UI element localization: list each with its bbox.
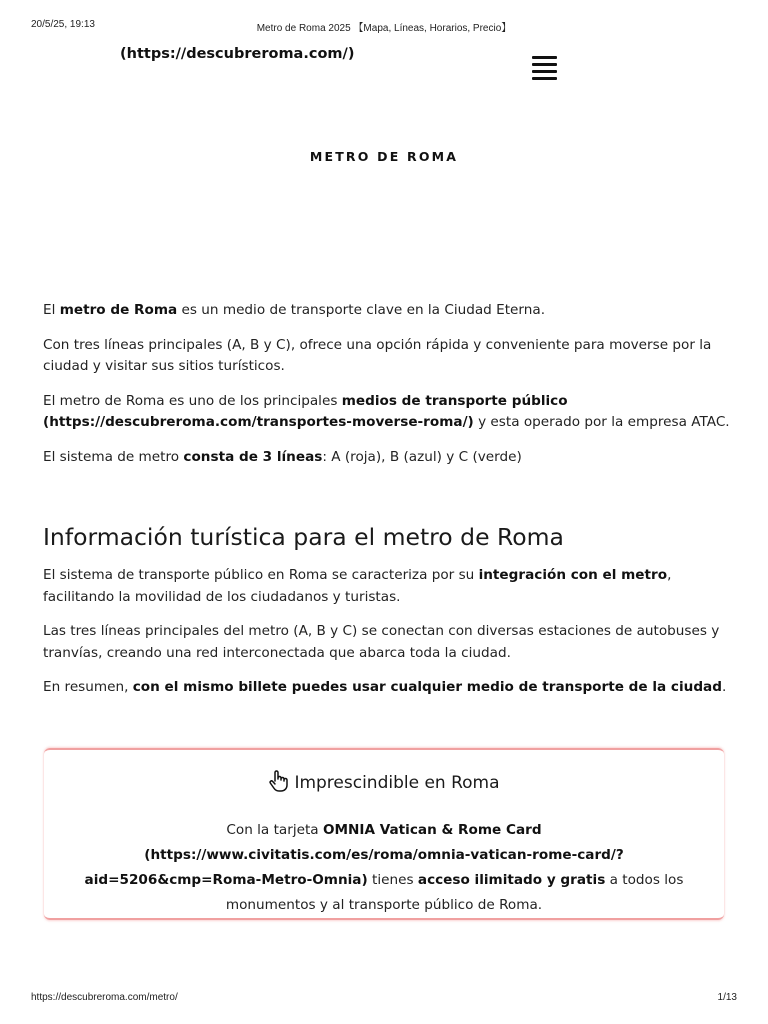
- print-url: https://descubreroma.com/metro/: [31, 992, 178, 1003]
- intro-paragraph: El metro de Roma es uno de los principales medios de transporte público (https://descubreroma.com/transportes-moverse-roma/) y esta operado por la empresa ATAC.: [43, 392, 730, 430]
- omnia-card-link[interactable]: OMNIA Vatican & Rome Card (https://www.civitatis.com/es/roma/omnia-vatican-rome-card/?aid=5206&cmp=Roma-Metro-Omnia): [84, 822, 624, 888]
- section-paragraph: El sistema de transporte público en Roma se caracteriza por su integración con el metro, facilitando la movilidad de los ciudadanos y turistas.: [43, 567, 672, 605]
- callout-title: Imprescindible en Roma: [44, 770, 724, 793]
- page-title: METRO DE ROMA: [309, 149, 459, 164]
- callout-text: Con la tarjeta OMNIA Vatican & Rome Card (https://www.civitatis.com/es/roma/omnia-vatican-rome-card/?aid=5206&cmp=Roma-Metro-Omnia) tienes acceso ilimitado y gratis a todos los monumentos y al transporte público de Roma.: [84, 822, 684, 913]
- print-page-number: 1/13: [717, 992, 737, 1003]
- print-header: [31, 19, 737, 33]
- section-paragraph: En resumen, con el mismo billete puedes usar cualquier medio de transporte de la ciudad.: [43, 679, 727, 695]
- callout-box: [44, 748, 724, 920]
- site-home-link[interactable]: (https://descubreroma.com/): [120, 46, 355, 62]
- section-heading: Información turística para el metro de Roma: [43, 523, 564, 551]
- intro-content: [43, 300, 733, 481]
- section-paragraph: Las tres líneas principales del metro (A, B y C) se conectan con diversas estaciones de autobuses y tranvías, creando una red interconectada que abarca toda la ciudad.: [43, 623, 720, 661]
- print-doc-title: Metro de Roma 2025 【Mapa, Líneas, Horarios, Precio】: [256, 23, 512, 34]
- transport-link[interactable]: medios de transporte público (https://descubreroma.com/transportes-moverse-roma/): [43, 392, 568, 430]
- print-datetime: 20/5/25, 19:13: [31, 19, 95, 30]
- section-content: [43, 565, 733, 712]
- print-footer: [31, 992, 737, 1006]
- hamburger-menu-icon[interactable]: [532, 56, 557, 80]
- intro-paragraph: El metro de Roma es un medio de transporte clave en la Ciudad Eterna.: [43, 302, 546, 318]
- intro-paragraph: El sistema de metro consta de 3 líneas: A (roja), B (azul) y C (verde): [43, 448, 522, 465]
- hand-pointer-icon: [268, 770, 288, 792]
- intro-paragraph: Con tres líneas principales (A, B y C), ofrece una opción rápida y conveniente para moverse por la ciudad y visitar sus sitios turísticos.: [43, 336, 712, 374]
